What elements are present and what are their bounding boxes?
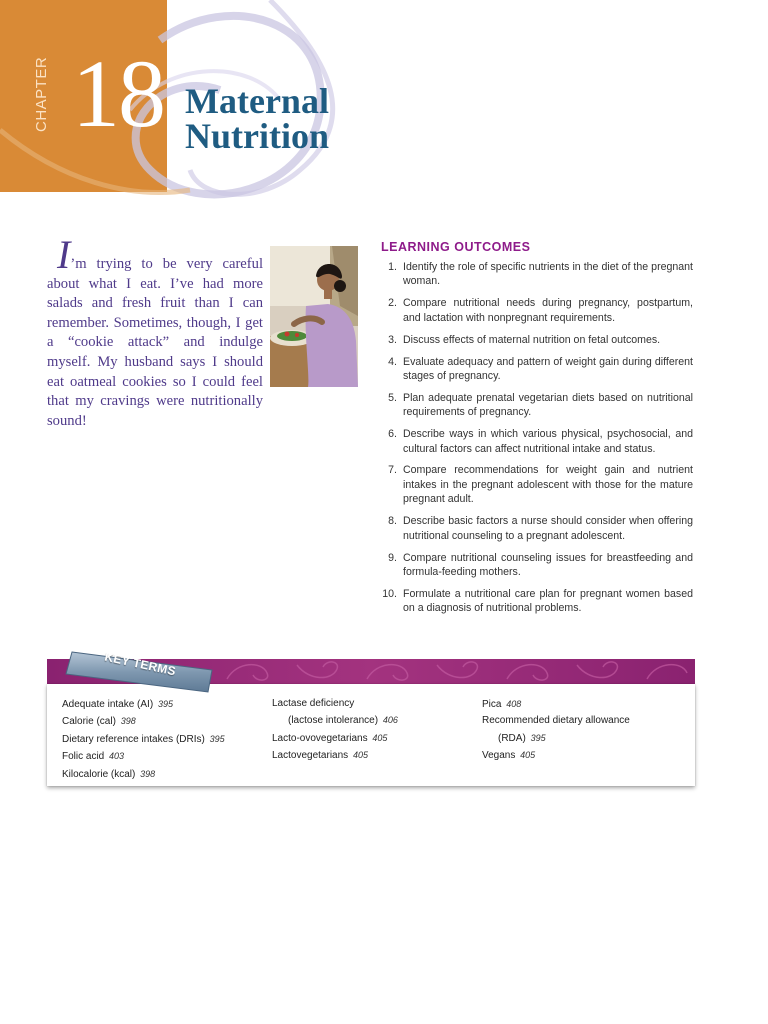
- quote-text: ’m trying to be very careful about what I eat. I’ve had more salads and fresh fruit than I can remember. Sometimes, though, I get a “cookie attack” and indulge myself. My husband says I should eat oatmeal cookies so I could feel that my cravings were nutritionally sound!: [47, 256, 263, 429]
- key-terms-column-3: [482, 696, 682, 765]
- list-item-number: 9.: [388, 551, 397, 564]
- opening-quote: [47, 232, 263, 431]
- key-term: Lacto-ovovegetarians 405: [272, 732, 388, 744]
- key-term-page: 398: [140, 768, 156, 779]
- key-term: Recommended dietary allowance: [482, 715, 630, 727]
- key-term: Lactovegetarians 405: [272, 750, 368, 762]
- list-item-text: Evaluate adequacy and pattern of weight gain during different stages of pregnancy.: [403, 355, 693, 382]
- list-item-text: Compare nutritional counseling issues for breastfeeding and formula-feeding mothers.: [403, 551, 693, 578]
- key-term: Pica 408: [482, 699, 522, 710]
- list-item-number: 6.: [388, 428, 397, 441]
- key-term-page: 398: [120, 716, 136, 727]
- chapter-title-line2: Nutrition: [185, 116, 329, 156]
- key-term: Kilocalorie (kcal) 398: [62, 768, 156, 780]
- list-item: [381, 355, 693, 384]
- list-item-text: Compare recommendations for weight gain and nutrient intakes in the pregnant adolescent with those for the mature pregnant adult.: [403, 464, 693, 506]
- list-item-text: Identify the role of specific nutrients in the diet of the pregnant woman.: [403, 261, 693, 288]
- key-term-page: 395: [157, 699, 173, 709]
- list-item: [381, 296, 693, 325]
- key-term-page: 405: [520, 750, 536, 761]
- list-item-text: Describe basic factors a nurse should consider when offering nutritional counseling to a pregnant adolescent.: [403, 515, 693, 542]
- list-item-text: Formulate a nutritional care plan for pregnant women based on a diagnosis of nutritional problems.: [403, 587, 693, 615]
- list-item: [381, 427, 693, 456]
- learning-outcomes-heading: LEARNING OUTCOMES: [381, 240, 531, 254]
- key-term: Folic acid 403: [62, 751, 125, 763]
- list-item-number: 4.: [388, 355, 397, 368]
- list-item: [381, 260, 693, 289]
- key-term-page: 403: [109, 751, 125, 762]
- key-term: Lactase deficiency: [272, 698, 355, 709]
- list-item-text: Describe ways in which various physical, psychosocial, and cultural factors can affect nutritional intake and status.: [403, 428, 693, 455]
- list-item: [381, 391, 693, 420]
- key-term-page: 395: [209, 733, 225, 744]
- key-terms-column-1: [62, 696, 262, 783]
- list-item-number: 1.: [388, 261, 397, 273]
- list-item-number: 8.: [388, 515, 397, 528]
- chapter-label: CHAPTER: [33, 56, 50, 132]
- key-terms-label: KEY TERMS: [103, 649, 178, 679]
- learning-outcomes-list: [381, 260, 693, 623]
- key-term: Vegans 405: [482, 750, 536, 762]
- list-item-number: 2.: [388, 297, 397, 310]
- key-term-continuation: (lactose intolerance) 406: [288, 715, 398, 727]
- key-term: Adequate intake (AI) 395: [62, 699, 173, 710]
- chapter-number: 18: [72, 40, 164, 147]
- key-term-page: 395: [530, 732, 546, 743]
- list-item: [381, 463, 693, 506]
- key-term-page: 405: [352, 750, 368, 761]
- list-item: [381, 514, 693, 543]
- list-item: [381, 333, 693, 347]
- key-term-page: 406: [382, 715, 398, 726]
- quote-dropcap: I: [57, 232, 71, 277]
- list-item: [381, 551, 693, 580]
- key-term: Calorie (cal) 398: [62, 716, 136, 728]
- chapter-title-line1: Maternal: [185, 81, 329, 121]
- key-term-page: 405: [372, 732, 388, 743]
- key-term-continuation: (RDA) 395: [498, 732, 546, 744]
- chapter-photo: [270, 246, 358, 387]
- key-terms-column-2: [272, 696, 472, 765]
- list-item-text: Compare nutritional needs during pregnancy, postpartum, and lactation with nonpregnant requirements.: [403, 297, 693, 324]
- list-item-text: Discuss effects of maternal nutrition on fetal outcomes.: [403, 333, 661, 346]
- chapter-title: [185, 81, 329, 156]
- list-item-text: Plan adequate prenatal vegetarian diets based on nutritional requirements of pregnancy.: [403, 391, 693, 419]
- key-term-page: 408: [506, 699, 522, 709]
- list-item-number: 7.: [388, 464, 397, 477]
- list-item-number: 10.: [382, 587, 397, 600]
- key-term: Dietary reference intakes (DRIs) 395: [62, 733, 225, 745]
- list-item: [381, 587, 693, 616]
- list-item-number: 3.: [388, 333, 397, 346]
- list-item-number: 5.: [388, 391, 397, 404]
